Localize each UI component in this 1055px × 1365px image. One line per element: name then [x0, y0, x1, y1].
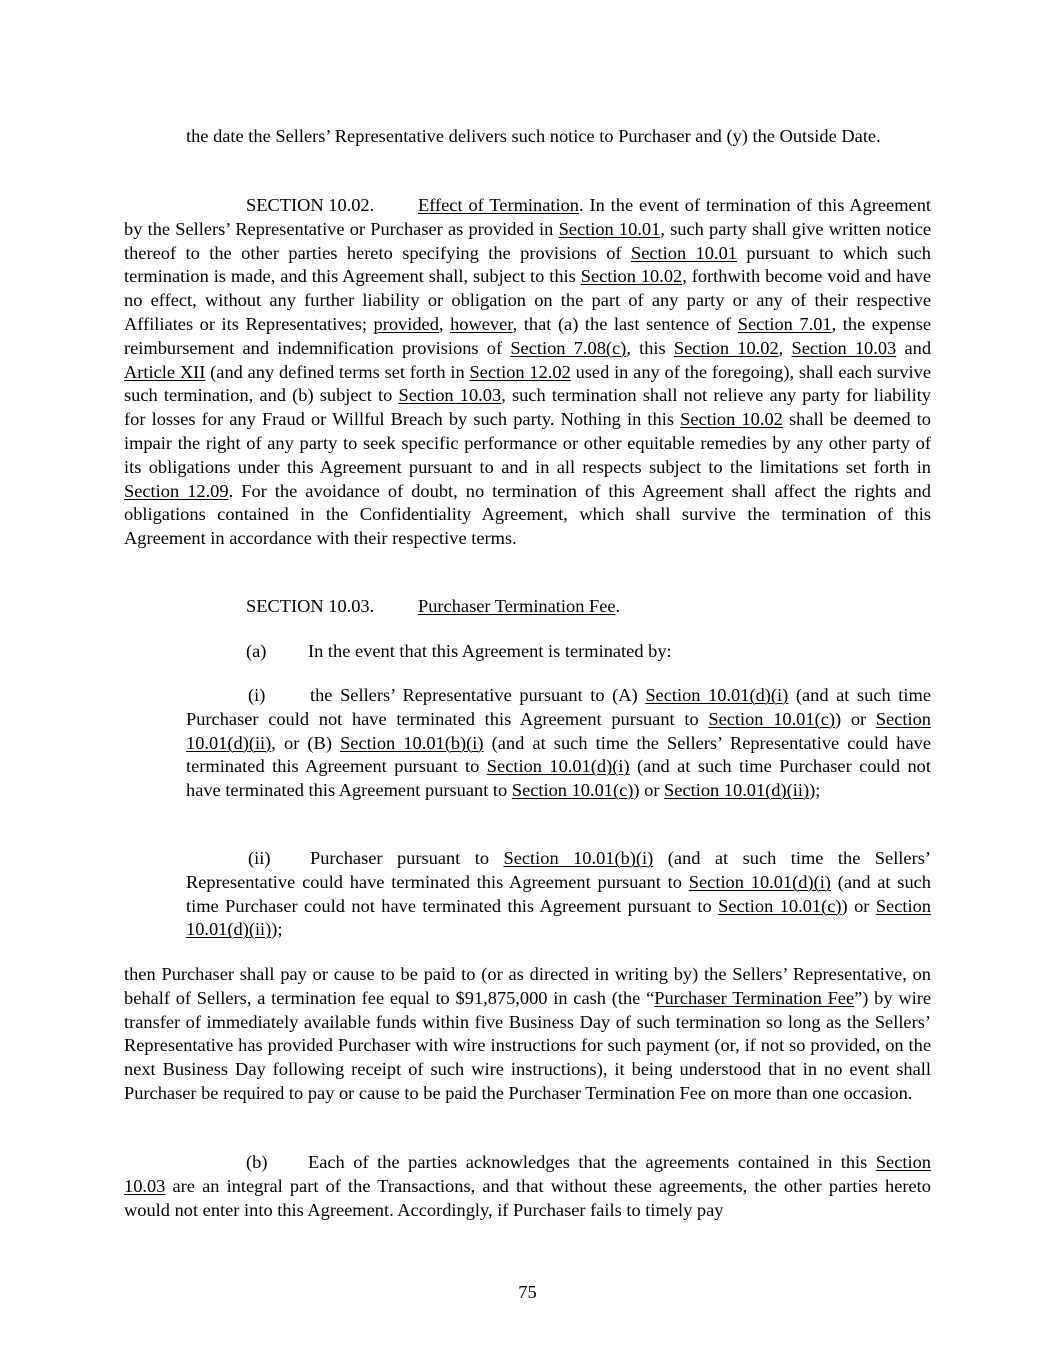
cross-reference: Section 12.02 — [469, 361, 571, 382]
cross-reference: Section 7.08(c) — [510, 337, 627, 358]
clause-b-paragraph: (b) Each of the parties acknowledges that the agreements contained in this Section 10.03 are an integral part of the Transactions, and that without these agreements, the other parties hereto would not enter into this Agreement. Accordingly, if Purchaser fails to timely pay — [124, 1152, 931, 1220]
section-number: SECTION 10.03. — [246, 596, 375, 616]
cross-reference: Article XII — [124, 361, 206, 382]
cross-reference: Section 10.01(d)(i) — [645, 685, 789, 705]
cross-reference: Section 10.03 — [124, 1152, 931, 1196]
clause-number: (ii) — [248, 848, 271, 868]
cross-reference: Section 10.01(d)(ii) — [664, 780, 810, 801]
defined-term: however — [450, 313, 513, 334]
clause-ii-paragraph: (ii) Purchaser pursuant to Section 10.01(b)(i) (and at such time the Sellers’ Representative could have terminated this Agreement pursuant to Section 10.01(d)(i) (and at such time Purchaser could not have terminated this Agreement pursuant to Section 10.01(c)) or Section 10.01(d)(ii)); — [186, 848, 931, 940]
defined-term: Purchaser Termination Fee — [654, 987, 855, 1008]
cross-reference: Section 10.01(b)(i) — [340, 732, 484, 753]
section-heading: Effect of Termination — [418, 195, 579, 215]
cross-reference: Section 10.01(c) — [511, 780, 634, 801]
cross-reference: Section 7.01 — [737, 313, 832, 334]
cross-reference: Section 10.02 — [680, 409, 783, 430]
section-number: SECTION 10.02. — [246, 195, 375, 215]
clause-number: (b) — [246, 1152, 268, 1172]
cross-reference: Section 12.09 — [124, 480, 229, 501]
cross-reference: Section 10.02 — [580, 266, 683, 287]
clause-a-intro: (a) In the event that this Agreement is terminated by: — [124, 640, 931, 664]
cross-reference: Section 10.01(b)(i) — [503, 848, 654, 868]
cross-reference: Section 10.01(c) — [708, 708, 835, 729]
cross-reference: Section 10.03 — [791, 337, 897, 358]
section-10-02-paragraph: SECTION 10.02. Effect of Termination. In the event of termination of this Agreement by the Sellers’ Representative or Purchaser as provided in Section 10.01, such party shall give written notice thereof to the other parties hereto specifying the provisions of Section 10.01 pursuant to which such termination is made, and this Agreement shall, subject to this Section 10.02, forthwith become void and have no effect, without any further liability or obligation on the part of any party or any of their respective Affiliates or its Representatives; provided, however, that (a) the last sentence of Section 7.01, the expense reimbursement and indemnification provisions of Section 7.08(c), this Section 10.02, Section 10.03 and Article XII (and any defined terms set forth in Section 12.02 used in any of the foregoing), shall each survive such termination, and (b) subject to Section 10.03, such termination shall not relieve any party for liability for losses for any Fraud or Willful Breach by such party. Nothing in this Section 10.02 shall be deemed to impair the right of any party to seek specific performance or other equitable remedies by any other party of its obligations under this Agreement pursuant to and in all respects subject to the limitations set forth in Section 12.09. For the avoidance of doubt, no termination of this Agreement shall affect the rights and obligations contained in the Confidentiality Agreement, which shall survive the termination of this Agreement in accordance with their respective terms. — [124, 195, 932, 549]
page-number: 75 — [518, 1282, 537, 1302]
cross-reference: Section 10.01(d)(i) — [486, 756, 630, 777]
then-paragraph: then Purchaser shall pay or cause to be paid to (or as directed in writing by) the Sellers’ Representative, on behalf of Sellers, a termination fee equal to $91,875,000 in cash (the “Purchaser Termination Fee”) by wire transfer of immediately available funds within five Business Day of such termination so long as the Sellers’ Representative has provided Purchaser with wire instructions for such payment (or, if not so provided, on the next Business Day following receipt of such wire instructions), it being understood that in no event shall Purchaser be required to pay or cause to be paid the Purchaser Termination Fee on more than one occasion. — [124, 964, 931, 1103]
defined-term: provided — [373, 313, 439, 334]
clause-number: (i) — [248, 685, 266, 705]
cross-reference: Section 10.03 — [398, 385, 502, 406]
cross-reference: Section 10.01 — [630, 242, 737, 263]
section-10-03-heading-line: SECTION 10.03. Purchaser Termination Fee. — [124, 595, 931, 619]
paragraph-continuation: the date the Sellers’ Representative delivers such notice to Purchaser and (y) the Outside Date. — [186, 126, 881, 146]
cross-reference: Section 10.01(d)(ii) — [186, 708, 931, 753]
cross-reference: Section 10.02 — [673, 337, 779, 358]
cross-reference: Section 10.01 — [558, 218, 661, 239]
cross-reference: Section 10.01(c) — [718, 895, 842, 916]
clause-number: (a) — [246, 641, 267, 661]
cross-reference: Section 10.01(d)(ii) — [186, 895, 931, 940]
section-heading: Purchaser Termination Fee — [418, 596, 616, 616]
clause-i-paragraph: (i) the Sellers’ Representative pursuant to (A) Section 10.01(d)(i) (and at such time Purchaser could not have terminated this Agreement pursuant to Section 10.01(c)) or Section 10.01(d)(ii), or (B) Section 10.01(b)(i) (and at such time the Sellers’ Representative could have terminated this Agreement pursuant to Section 10.01(d)(i) (and at such time Purchaser could not have terminated this Agreement pursuant to Section 10.01(c)) or Section 10.01(d)(ii)); — [186, 685, 931, 801]
cross-reference: Section 10.01(d)(i) — [688, 871, 831, 892]
